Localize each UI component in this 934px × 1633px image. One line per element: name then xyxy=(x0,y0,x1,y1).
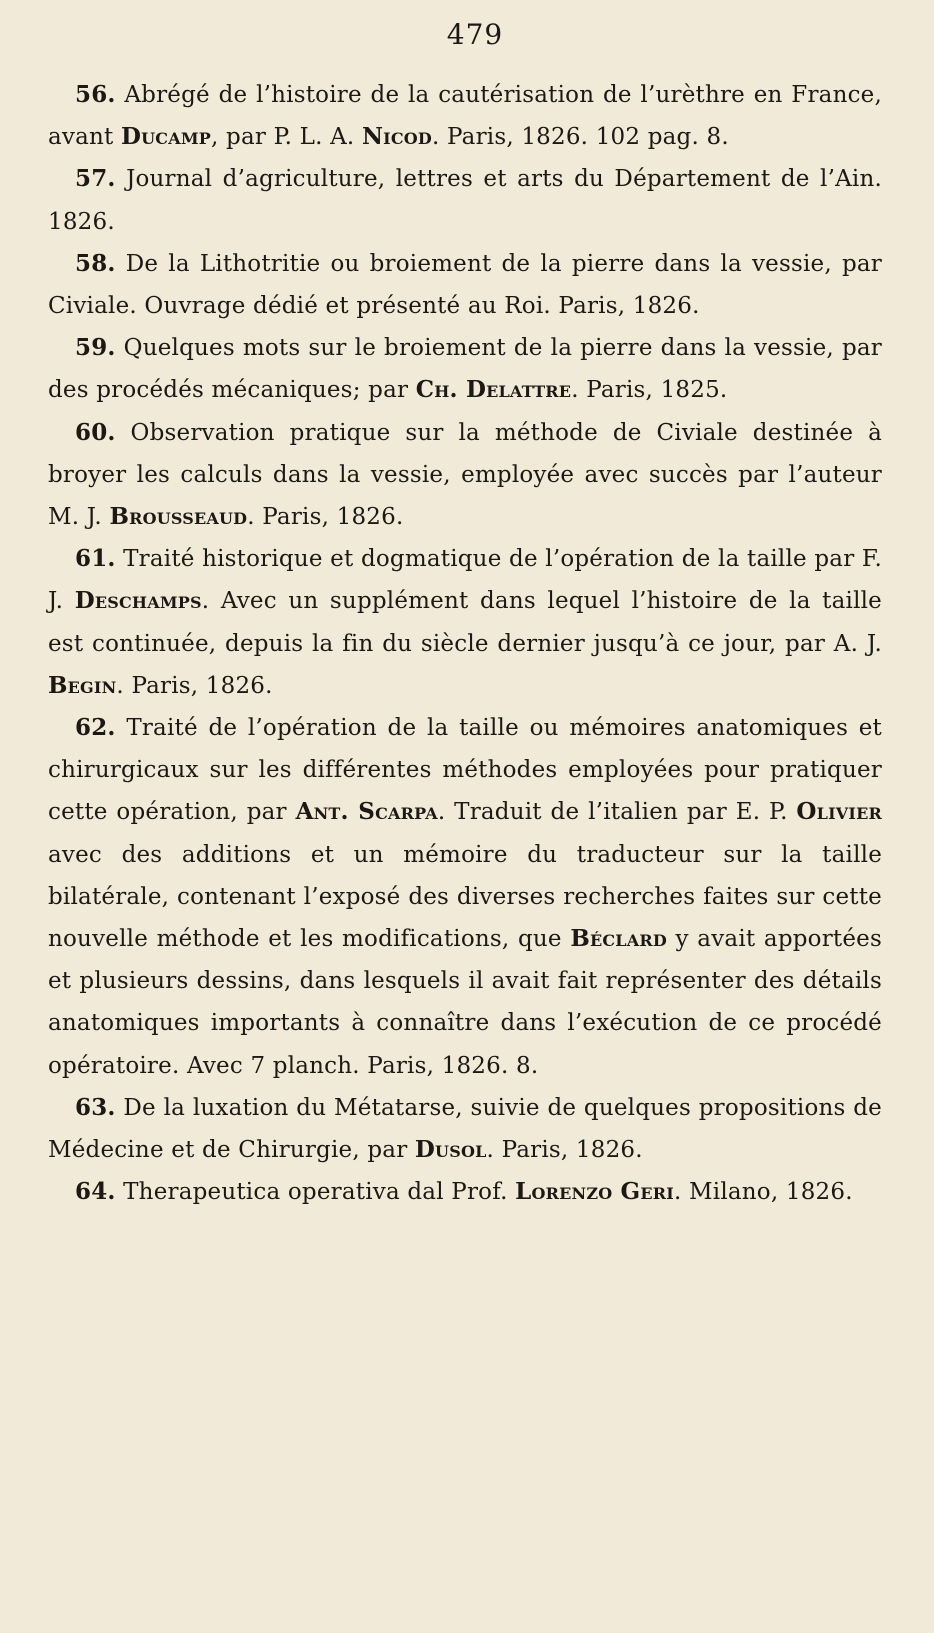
entry-text: . Paris, 1825. xyxy=(571,377,728,404)
bibliography-entry-57 xyxy=(48,158,882,242)
entry-text: Traité historique et dogmatique de l’opération de la taille par F. J. xyxy=(48,546,882,615)
entry-text: . Paris, 1826. 102 pag. 8. xyxy=(432,124,729,151)
author-name: Dusol xyxy=(414,1136,487,1164)
author-name: Begin xyxy=(48,671,117,699)
entry-text: . Avec un supplément dans lequel l’histoire de la taille est continuée, depuis la fin du siècle dernier jusqu’à ce jour, par A. J. xyxy=(48,588,882,657)
entry-number: 57. xyxy=(75,165,116,193)
entry-text: avec des additions et un mémoire du traducteur sur la taille bilatérale, contenant l’exposé des diverses recherches faites sur cette nouvelle méthode et les modifications, que xyxy=(48,841,882,953)
entry-text: . Paris, 1826. xyxy=(486,1137,643,1164)
author-name: Brousseaud xyxy=(109,503,248,531)
entry-number: 56. xyxy=(75,81,116,108)
bibliography-entry-56 xyxy=(48,74,882,158)
entry-number: 62. xyxy=(75,714,116,742)
page-number: 479 xyxy=(446,18,504,51)
bibliography-entry-60 xyxy=(48,412,882,539)
entry-text: , par P. L. A. xyxy=(211,124,362,151)
author-name: Béclard xyxy=(570,925,667,953)
entry-number: 59. xyxy=(75,334,116,362)
author-name: Deschamps xyxy=(74,587,202,615)
entry-text: . Traduit de l’italien par E. P. xyxy=(437,799,797,826)
bibliography-entry-61 xyxy=(48,538,882,707)
entry-text: Observation pratique sur la méthode de Civiale destinée à broyer les calculs dans la vessie, employée avec succès par l’auteur M. J. xyxy=(48,419,882,531)
entry-number: 58. xyxy=(75,249,116,277)
entry-text: . Paris, 1826. xyxy=(116,672,273,699)
author-name: Ch. Delattre xyxy=(415,376,572,404)
entry-text: De la Lithotritie ou broiement de la pierre dans la vessie, par Civiale. Ouvrage dédié et présenté au Roi. Paris, 1826. xyxy=(48,250,882,320)
bibliography-entry-58 xyxy=(48,243,882,327)
entry-text: De la luxation du Métatarse, suivie de quelques propositions de Médecine et de Chirurgie, par xyxy=(48,1094,882,1164)
bibliography-entry-64 xyxy=(48,1171,882,1213)
bibliography-entry-63 xyxy=(48,1087,882,1171)
entry-number: 60. xyxy=(75,418,116,446)
entry-text: Traité de l’opération de la taille ou mémoires anatomiques et chirurgicaux sur les différentes méthodes employées pour pratiquer cette opération, par xyxy=(48,715,883,826)
entry-text: y avait apportées et plusieurs dessins, dans lesquels il avait fait représenter des détails anatomiques importants à connaître dans l’exécution de ce procédé opératoire. Avec 7 planch. Paris, 1826. 8. xyxy=(48,926,882,1079)
author-name: Nicod xyxy=(361,123,432,151)
author-name: Lorenzo Geri xyxy=(515,1178,674,1206)
entry-text: . Milano, 1826. xyxy=(673,1179,853,1206)
entry-number: 63. xyxy=(75,1093,116,1121)
entry-text: Therapeutica operativa dal Prof. xyxy=(123,1179,516,1206)
entry-text: Abrégé de l’histoire de la cautérisation de l’urèthre en France, avant xyxy=(48,82,882,151)
bibliography-entry-62 xyxy=(48,707,882,1087)
bibliography-entry-59 xyxy=(48,327,882,411)
entry-number: 64. xyxy=(75,1178,116,1206)
entry-number: 61. xyxy=(75,545,116,573)
author-name: Ant. Scarpa xyxy=(295,798,438,826)
entry-text: . Paris, 1826. xyxy=(247,504,404,531)
author-name: Ducamp xyxy=(121,123,211,151)
bibliography-list xyxy=(48,74,882,1213)
author-name: Olivier xyxy=(796,798,882,826)
entry-text: Journal d’agriculture, lettres et arts du Département de l’Ain. 1826. xyxy=(48,166,882,235)
entry-text: Quelques mots sur le broiement de la pierre dans la vessie, par des procédés mécaniques; par xyxy=(48,335,882,404)
